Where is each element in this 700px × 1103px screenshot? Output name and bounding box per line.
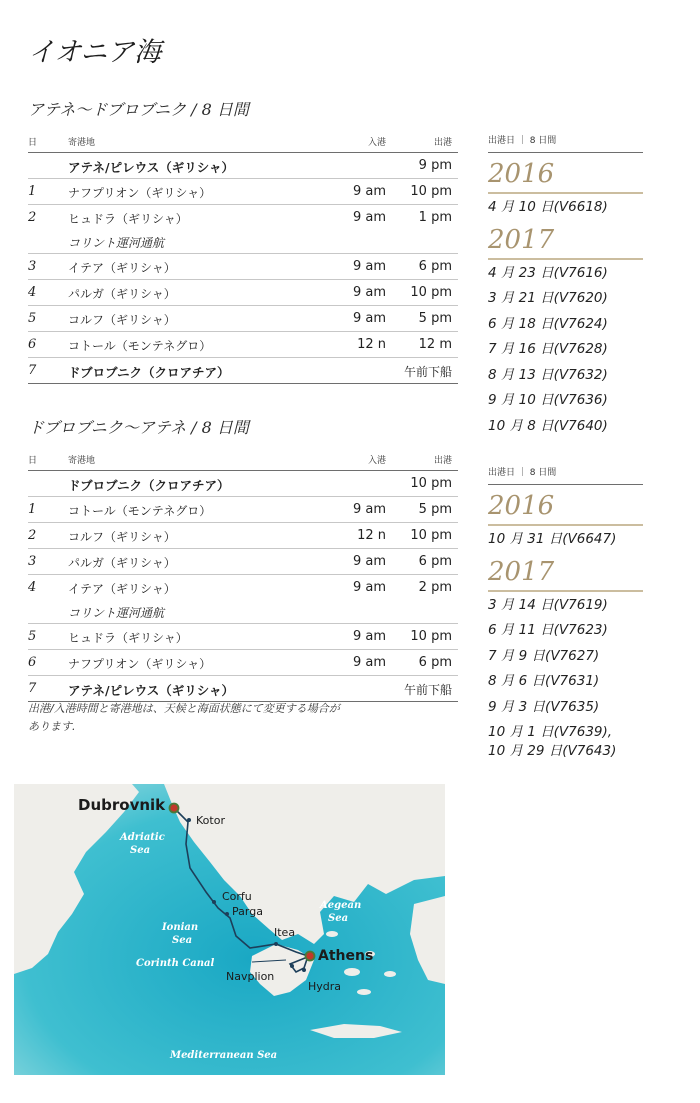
departure-date: 7 月 16 日(V7628) <box>488 341 608 357</box>
arrive-cell: 9 am <box>352 184 386 199</box>
departure-date: 4 月 23 日(V7616) <box>488 264 608 281</box>
header-port: 寄港地 <box>68 456 96 466</box>
port-cell: アテネ/ピレウス（ギリシャ） <box>68 160 234 175</box>
header-arrive: 入港 <box>367 456 386 466</box>
hydra-dot <box>302 968 306 972</box>
day-cell: 2 <box>28 528 37 543</box>
departure-date: 10 月 31 日(V6647) <box>488 531 617 547</box>
corinth-label: Corinth Canal <box>136 958 215 969</box>
departure-date: 9 月 10 日(V7636) <box>488 392 608 408</box>
day-cell: 3 <box>28 259 37 274</box>
adriatic-label: Sea <box>130 845 151 856</box>
day-cell: 4 <box>28 285 37 300</box>
arrive-cell: 9 am <box>352 554 386 569</box>
year-heading: 2016 <box>488 491 643 526</box>
aegean-label: Aegean <box>320 900 362 911</box>
table-row <box>28 523 458 549</box>
departures-panel-1 <box>488 133 643 439</box>
port-cell: イテア（ギリシャ） <box>68 582 176 596</box>
depart-cell: 6 pm <box>418 259 452 274</box>
table-row <box>28 254 458 280</box>
header-port: 寄港地 <box>68 138 96 148</box>
page-title: イオニア海 <box>28 37 162 68</box>
arrive-cell: 9 am <box>352 502 386 517</box>
date-list <box>488 194 643 221</box>
arrive-cell: 9 am <box>352 285 386 300</box>
port-cell: アテネ/ピレウス（ギリシャ） <box>68 683 234 698</box>
depart-cell: 9 pm <box>418 158 452 173</box>
depart-cell: 6 pm <box>418 554 452 569</box>
port-cell: コトール（モンテネグロ） <box>68 339 212 353</box>
departures-panel-2 <box>488 465 643 761</box>
day-cell: 4 <box>28 580 37 595</box>
departure-date: 3 月 21 日(V7620) <box>488 290 608 306</box>
navplion-dot <box>290 964 294 968</box>
arrive-cell: 9 am <box>352 210 386 225</box>
kotor-label: Kotor <box>196 814 225 827</box>
hydra-label: Hydra <box>308 980 342 993</box>
depart-cell: 6 pm <box>418 655 452 670</box>
footnote-line: 出港/入港時間と寄港地は、天候と海面状態にて変更する場合が <box>28 702 340 715</box>
departure-date: 8 月 6 日(V7631) <box>488 673 600 689</box>
schedule-footnote <box>28 700 378 736</box>
island <box>326 931 338 937</box>
depart-cell: 10 pm <box>410 528 452 543</box>
departure-date: 6 月 11 日(V7623) <box>488 622 608 638</box>
depart-cell: 10 pm <box>410 184 452 199</box>
arrive-cell: 9 am <box>352 580 386 595</box>
footnote-line: あります. <box>28 720 76 733</box>
day-cell: 7 <box>28 681 37 696</box>
departure-date: 10 月 1 日(V7639), <box>488 724 613 740</box>
itea-dot <box>274 942 278 946</box>
disembark-cell: 午前下船 <box>403 365 452 379</box>
port-cell: ナフプリオン（ギリシャ） <box>68 186 212 200</box>
departure-date: 6 月 18 日(V7624) <box>488 315 608 332</box>
dubrovnik-label: Dubrovnik <box>78 796 166 814</box>
table-header <box>28 450 458 471</box>
departure-date: 9 月 3 日(V7635) <box>488 698 600 715</box>
arrive-cell: 12 n <box>357 528 386 543</box>
table-row <box>28 332 458 358</box>
port-cell: コトール（モンテネグロ） <box>68 504 212 518</box>
port-cell: ヒュドラ（ギリシャ） <box>68 212 188 226</box>
departure-date: 7 月 9 日(V7627) <box>488 647 600 664</box>
depart-cell: 10 pm <box>410 476 452 491</box>
table-row <box>28 575 458 624</box>
map-svg <box>14 784 445 1075</box>
depart-cell: 5 pm <box>418 502 452 517</box>
route1-title: アテネ〜ドブロブニク / 8 日間 <box>28 100 249 119</box>
table-row <box>28 280 458 306</box>
corfu-dot <box>212 900 216 904</box>
departures-header: 出港日 ｜ 8 日間 <box>488 465 643 485</box>
depart-cell: 1 pm <box>418 210 452 225</box>
athens-label: Athens <box>318 948 374 964</box>
day-cell: 5 <box>28 311 37 326</box>
day-cell: 1 <box>28 502 37 517</box>
port-cell: コルフ（ギリシャ） <box>68 313 176 327</box>
route-map <box>14 784 445 1075</box>
dubrovnik-marker <box>170 804 179 813</box>
port-cell: ドブロブニク（クロアチア） <box>68 365 230 380</box>
port-cell: イテア（ギリシャ） <box>68 261 176 275</box>
departure-date: 3 月 14 日(V7619) <box>488 596 608 613</box>
day-cell: 1 <box>28 184 37 199</box>
island <box>384 971 396 977</box>
port-cell: ドブロブニク（クロアチア） <box>68 478 230 493</box>
navplion-label: Navplion <box>226 970 275 983</box>
departure-date: 8 月 13 日(V7632) <box>488 366 608 383</box>
depart-cell: 12 m <box>418 337 452 352</box>
port-cell: ヒュドラ（ギリシャ） <box>68 631 188 645</box>
date-list <box>488 260 643 440</box>
day-cell: 3 <box>28 554 37 569</box>
day-cell: 6 <box>28 655 37 670</box>
depart-cell: 5 pm <box>418 311 452 326</box>
port-cell: ナフプリオン（ギリシャ） <box>68 657 212 671</box>
island <box>344 968 360 976</box>
port-cell: パルガ（ギリシャ） <box>68 287 176 301</box>
depart-cell: 2 pm <box>418 580 452 595</box>
port-cell: コルフ（ギリシャ） <box>68 530 176 544</box>
parga-label: Parga <box>232 905 263 918</box>
route1-table <box>28 132 458 384</box>
athens-marker <box>306 952 315 961</box>
depart-cell: 10 pm <box>410 285 452 300</box>
date-list <box>488 526 643 553</box>
header-day: 日 <box>28 138 38 148</box>
header-depart: 出港 <box>433 138 452 148</box>
aegean-label: Sea <box>328 913 349 924</box>
arrive-cell: 12 n <box>357 337 386 352</box>
header-arrive: 入港 <box>367 138 386 148</box>
day-cell: 5 <box>28 629 37 644</box>
adriatic-label: Adriatic <box>120 832 165 843</box>
canal-note: コリント運河通航 <box>68 236 165 250</box>
route2-table <box>28 450 458 702</box>
ionian-label: Sea <box>172 935 193 946</box>
table-row <box>28 306 458 332</box>
kotor-dot <box>187 818 191 822</box>
table-header <box>28 132 458 153</box>
departure-date: 10 月 29 日(V7643) <box>488 743 617 759</box>
year-heading: 2017 <box>488 557 643 592</box>
disembark-cell: 午前下船 <box>403 683 452 697</box>
table-row <box>28 205 458 254</box>
table-row <box>28 358 458 384</box>
depart-cell: 10 pm <box>410 629 452 644</box>
canal-note: コリント運河通航 <box>68 606 165 620</box>
arrive-cell: 9 am <box>352 311 386 326</box>
route2-title: ドブロブニク〜アテネ / 8 日間 <box>28 418 249 437</box>
arrive-cell: 9 am <box>352 629 386 644</box>
parga-dot <box>225 912 229 916</box>
itea-label: Itea <box>274 926 296 939</box>
island <box>357 989 371 995</box>
day-cell: 6 <box>28 337 37 352</box>
table-row <box>28 624 458 650</box>
departure-date: 10 月 8 日(V7640) <box>488 417 608 434</box>
departures-header: 出港日 ｜ 8 日間 <box>488 133 643 153</box>
date-list <box>488 592 643 762</box>
table-row <box>28 497 458 523</box>
arrive-cell: 9 am <box>352 259 386 274</box>
table-row <box>28 179 458 205</box>
table-row <box>28 676 458 702</box>
header-day: 日 <box>28 456 38 466</box>
day-cell: 2 <box>28 210 37 225</box>
year-heading: 2016 <box>488 159 643 194</box>
table-row <box>28 471 458 497</box>
header-depart: 出港 <box>433 456 452 466</box>
arrive-cell: 9 am <box>352 655 386 670</box>
corfu-label: Corfu <box>222 890 252 903</box>
departure-date: 4 月 10 日(V6618) <box>488 199 608 215</box>
day-cell: 7 <box>28 363 37 378</box>
year-heading: 2017 <box>488 225 643 260</box>
table-row <box>28 650 458 676</box>
mediterranean-label: Mediterranean Sea <box>170 1050 278 1061</box>
table-row <box>28 153 458 179</box>
ionian-label: Ionian <box>162 922 199 933</box>
port-cell: パルガ（ギリシャ） <box>68 556 176 570</box>
table-row <box>28 549 458 575</box>
